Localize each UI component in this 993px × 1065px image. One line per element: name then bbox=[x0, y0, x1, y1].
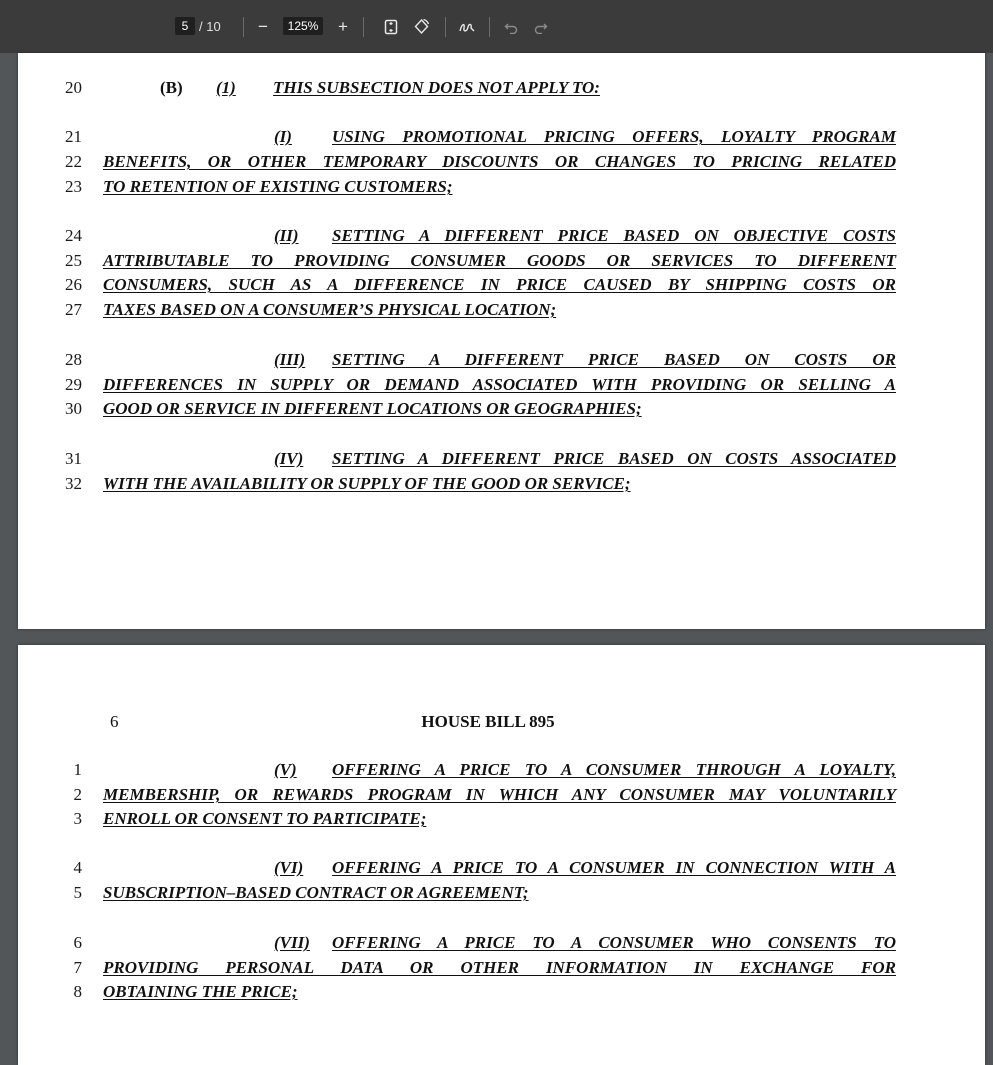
line-number: 6 bbox=[73, 933, 82, 952]
line-number: 22 bbox=[65, 152, 82, 171]
line-number: 8 bbox=[73, 982, 82, 1001]
line-number: 3 bbox=[73, 809, 82, 828]
zoom-level-input[interactable]: 125% bbox=[283, 17, 323, 35]
zoom-out-button[interactable]: − bbox=[258, 16, 268, 36]
line-number: 7 bbox=[73, 958, 82, 977]
pdf-toolbar bbox=[0, 0, 993, 53]
line-text: SETTING A DIFFERENT PRICE BASED ON OBJECTIVE COSTS bbox=[332, 226, 896, 245]
pdf-page-6 bbox=[18, 645, 985, 1065]
doc-line bbox=[103, 883, 896, 903]
subsection-label: (B) bbox=[160, 78, 183, 97]
undo-icon bbox=[504, 20, 518, 34]
line-number: 28 bbox=[65, 350, 82, 369]
line-text: GOOD OR SERVICE IN DIFFERENT LOCATIONS OR GEOGRAPHIES; bbox=[103, 399, 642, 418]
line-text: TAXES BASED ON A CONSUMER’S PHYSICAL LOCATION; bbox=[103, 300, 557, 319]
line-text: DIFFERENCES IN SUPPLY OR DEMAND ASSOCIATED WITH PROVIDING OR SELLING A bbox=[103, 375, 896, 394]
line-number: 24 bbox=[65, 226, 82, 245]
line-text: MEMBERSHIP, OR REWARDS PROGRAM IN WHICH ANY CONSUMER MAY VOLUNTARILY bbox=[103, 785, 896, 804]
line-number: 23 bbox=[65, 177, 82, 196]
line-text: OFFERING A PRICE TO A CONSUMER WHO CONSENTS TO bbox=[332, 933, 896, 952]
line-number: 25 bbox=[65, 251, 82, 270]
page-total-label: / 10 bbox=[199, 19, 221, 34]
line-number: 2 bbox=[73, 785, 82, 804]
redo-button[interactable] bbox=[530, 0, 552, 53]
item-label: (I) bbox=[274, 127, 292, 146]
rotate-button[interactable] bbox=[410, 0, 432, 53]
toolbar-divider bbox=[363, 17, 364, 37]
undo-button[interactable] bbox=[500, 0, 522, 53]
line-number: 27 bbox=[65, 300, 82, 319]
toolbar-divider bbox=[243, 17, 244, 37]
doc-line bbox=[103, 474, 896, 494]
line-text: OFFERING A PRICE TO A CONSUMER THROUGH A LOYALTY, bbox=[332, 760, 896, 779]
line-number: 4 bbox=[73, 858, 82, 877]
line-number: 30 bbox=[65, 399, 82, 418]
line-text: BENEFITS, OR OTHER TEMPORARY DISCOUNTS OR CHANGES TO PRICING RELATED bbox=[103, 152, 896, 171]
toolbar-divider bbox=[445, 17, 446, 37]
item-label: (VII) bbox=[274, 933, 310, 952]
rotate-icon bbox=[413, 18, 430, 35]
line-text: SETTING A DIFFERENT PRICE BASED ON COSTS OR bbox=[332, 350, 896, 369]
item-label: (III) bbox=[274, 350, 306, 369]
line-text: OBTAINING THE PRICE; bbox=[103, 982, 298, 1001]
doc-line bbox=[103, 982, 896, 1002]
line-text: SUBSCRIPTION–BASED CONTRACT OR AGREEMENT; bbox=[103, 883, 529, 902]
fit-page-icon bbox=[384, 19, 398, 35]
line-text: CONSUMERS, SUCH AS A DIFFERENCE IN PRICE CAUSED BY SHIPPING COSTS OR bbox=[103, 275, 896, 294]
doc-line bbox=[103, 399, 896, 419]
doc-line bbox=[103, 809, 896, 829]
doc-line bbox=[103, 300, 896, 320]
line-number: 29 bbox=[65, 375, 82, 394]
line-number: 20 bbox=[65, 78, 82, 97]
zoom-in-button[interactable]: + bbox=[338, 16, 348, 36]
doc-line bbox=[103, 177, 896, 197]
line-text: SETTING A DIFFERENT PRICE BASED ON COSTS ASSOCIATED bbox=[332, 449, 896, 468]
line-text: THIS SUBSECTION DOES NOT APPLY TO: bbox=[273, 78, 600, 97]
line-number: 32 bbox=[65, 474, 82, 493]
fit-page-button[interactable] bbox=[380, 0, 402, 53]
line-text: USING PROMOTIONAL PRICING OFFERS, LOYALTY PROGRAM bbox=[332, 127, 896, 146]
draw-icon bbox=[459, 20, 475, 34]
item-label: (IV) bbox=[274, 449, 304, 468]
page-number: 6 bbox=[110, 712, 119, 731]
toolbar-divider bbox=[489, 17, 490, 37]
page-number-input[interactable]: 5 bbox=[175, 17, 195, 35]
item-label: (VI) bbox=[274, 858, 304, 877]
item-label: (II) bbox=[274, 226, 299, 245]
line-number: 21 bbox=[65, 127, 82, 146]
line-text: PROVIDING PERSONAL DATA OR OTHER INFORMATION IN EXCHANGE FOR bbox=[103, 958, 896, 977]
line-number: 1 bbox=[73, 760, 82, 779]
line-text: OFFERING A PRICE TO A CONSUMER IN CONNECTION WITH A bbox=[332, 858, 896, 877]
line-text: ATTRIBUTABLE TO PROVIDING CONSUMER GOODS OR SERVICES TO DIFFERENT bbox=[103, 251, 896, 270]
annotate-button[interactable] bbox=[456, 0, 478, 53]
pdf-page-5 bbox=[18, 53, 985, 629]
line-text: TO RETENTION OF EXISTING CUSTOMERS; bbox=[103, 177, 453, 196]
item-label: (V) bbox=[274, 760, 297, 779]
page-header-title: HOUSE BILL 895 bbox=[421, 712, 555, 731]
line-number: 5 bbox=[73, 883, 82, 902]
line-text: ENROLL OR CONSENT TO PARTICIPATE; bbox=[103, 809, 427, 828]
line-number: 31 bbox=[65, 449, 82, 468]
paragraph-label: (1) bbox=[216, 78, 236, 97]
redo-icon bbox=[534, 20, 548, 34]
line-text: WITH THE AVAILABILITY OR SUPPLY OF THE GOOD OR SERVICE; bbox=[103, 474, 631, 493]
line-number: 26 bbox=[65, 275, 82, 294]
